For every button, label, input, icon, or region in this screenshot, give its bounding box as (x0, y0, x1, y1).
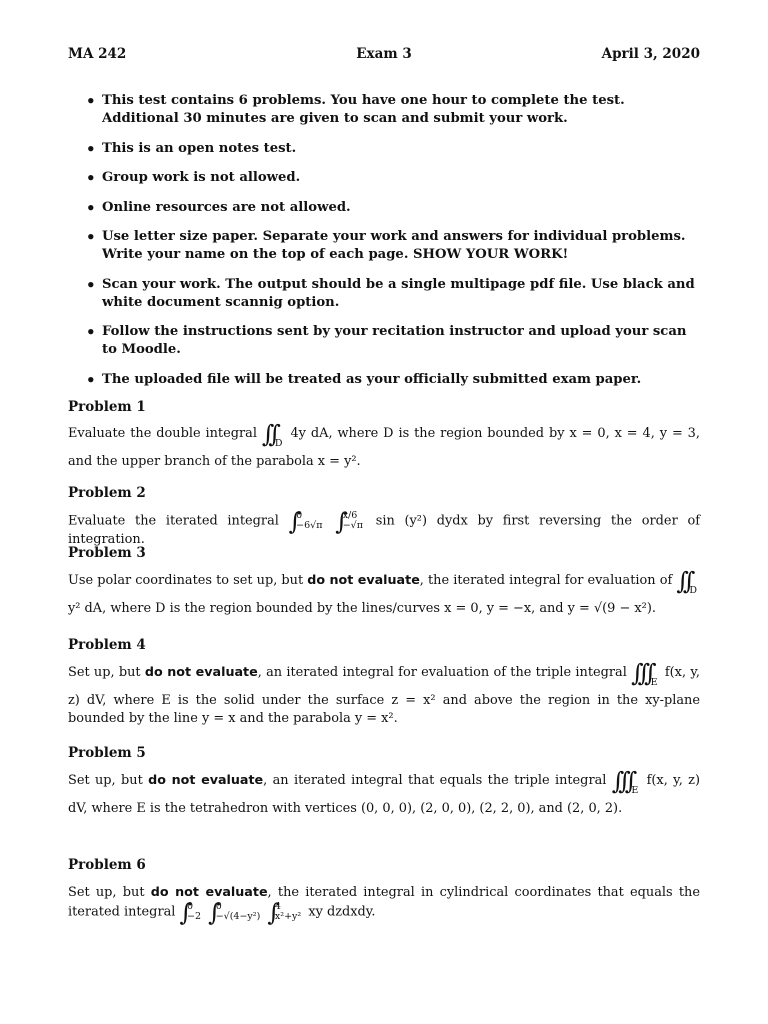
problem-text: E is the tetrahedron with vertices (0, 0, 0), (2, 0, 0), (2, 2, 0), and (2, 0, 2). (136, 801, 623, 816)
outer-limits (296, 511, 322, 531)
problem-3 (68, 544, 700, 636)
lower-limit: −√π (342, 520, 363, 531)
problem-6 (68, 856, 700, 927)
problem-intro: Set up, but (68, 773, 143, 788)
exam-header (68, 46, 700, 66)
lower-limit: −2 (187, 911, 202, 922)
problem-title: Problem 3 (68, 545, 146, 561)
problem-statement (68, 567, 700, 618)
problem-text: by first reversing the order of integration. (68, 513, 700, 547)
integral-region: D (689, 585, 697, 596)
problem-title: Problem 6 (68, 857, 146, 873)
integral-region: E (631, 785, 639, 796)
problem-intro: Use polar coordinates to set up, but (68, 573, 304, 588)
problem-statement (68, 883, 700, 927)
upper-limit: 0 (187, 901, 194, 912)
instruction-item: • This test contains 6 problems. You have one hour to complete the test. Additional 30 minutes are given to scan and submit your work. (68, 92, 700, 128)
problem-intro: Evaluate the iterated integral (68, 513, 279, 529)
integral-sign: ∫ (335, 507, 342, 536)
double-integral-sign: ∫∫ (676, 567, 690, 595)
upper-limit: x/6 (342, 510, 358, 521)
problem-2 (68, 484, 700, 547)
problems-section (68, 398, 700, 934)
emphasis-text: do not evaluate (148, 772, 264, 787)
integral-region: E (650, 677, 658, 688)
problem-statement (68, 420, 700, 471)
upper-limit: 4 (274, 901, 281, 912)
triple-integral-sign: ∫∫∫ (611, 767, 632, 795)
problem-text: where D is the region bounded by the lines/curves x = 0, y = −x, and y = √(9 − x²). (110, 601, 656, 616)
inner-limits (343, 511, 363, 531)
integral-sign: ∫ (179, 898, 187, 927)
problem-intro-cont: , an iterated integral for evaluation of the triple integral (257, 665, 627, 680)
problem-text: where E is the solid under the surface z = x² and above the region in the xy-plane bounded by the line y = x and the parabola y = x². (68, 693, 700, 726)
integrand: xy dzdxdy. (308, 904, 376, 920)
problem-statement (68, 767, 701, 818)
problem-intro-cont: , the iterated integral in cylindrical coordinates that equals the iterated (68, 885, 700, 920)
problem-statement (68, 659, 700, 728)
limits-3 (275, 902, 301, 922)
integral-lead: integral (123, 904, 176, 920)
problem-intro-cont: , the iterated integral for evaluation of (419, 573, 673, 588)
problem-intro: Set up, but (68, 885, 145, 900)
integrand: f(x, y, z) dV, (68, 665, 700, 708)
integrand: sin (y²) dydx (375, 513, 468, 529)
emphasis-text: do not evaluate (307, 572, 420, 587)
double-integral-sign: ∫∫ (261, 420, 275, 448)
course-code: MA 242 (68, 46, 127, 62)
limits-1 (187, 902, 201, 922)
triple-integral-sign: ∫∫∫ (631, 659, 651, 687)
problem-intro: Set up, but (68, 665, 141, 680)
instruction-item: • Scan your work. The output should be a single multipage pdf file. Use black and white document scannig option. (68, 276, 700, 312)
problem-title: Problem 4 (68, 637, 146, 653)
problem-intro: Evaluate the double integral (68, 426, 257, 441)
exam-title: Exam 3 (356, 46, 412, 62)
problem-4 (68, 636, 700, 744)
integrand: f(x, y, z) dV, where (68, 773, 701, 816)
problem-5 (68, 744, 700, 856)
instruction-item: • Group work is not allowed. (68, 169, 700, 187)
integrand: 4y dA (290, 426, 329, 441)
integral-region: D (274, 438, 283, 449)
emphasis-text: do not evaluate (144, 664, 258, 679)
problem-intro-cont: , an iterated integral that equals the triple integral (263, 773, 607, 788)
lower-limit: x²+y² (274, 911, 302, 922)
instruction-item: • Use letter size paper. Separate your work and answers for individual problems. Write your name on the top of each page. SHOW YOUR WORK! (68, 228, 700, 264)
emphasis-text: do not evaluate (150, 884, 268, 899)
integral-sign: ∫ (208, 898, 215, 927)
instruction-item: • Follow the instructions sent by your recitation instructor and upload your scan to Moodle. (68, 323, 700, 359)
problem-title: Problem 1 (68, 399, 146, 415)
lower-limit: −6√π (296, 520, 323, 531)
instruction-item: • Online resources are not allowed. (68, 199, 700, 217)
problem-1 (68, 398, 700, 484)
instruction-item: • This is an open notes test. (68, 140, 700, 158)
problem-text: , where D is the region bounded by x = 0, x = 4, y = 3, and the upper branch of the parabola x = y². (68, 426, 700, 469)
exam-date: April 3, 2020 (601, 46, 700, 62)
problem-title: Problem 2 (68, 485, 146, 501)
integral-sign: ∫ (288, 507, 296, 536)
instruction-item: • The uploaded file will be treated as your officially submitted exam paper. (68, 371, 700, 389)
upper-limit: 0 (296, 510, 303, 521)
integral-sign: ∫ (267, 898, 274, 927)
integrand: y² dA, (68, 601, 107, 616)
upper-limit: 0 (215, 901, 222, 912)
limits-2 (216, 902, 261, 922)
problem-title: Problem 5 (68, 745, 146, 761)
instructions-list (68, 92, 700, 400)
lower-limit: −√(4−y²) (215, 911, 261, 922)
